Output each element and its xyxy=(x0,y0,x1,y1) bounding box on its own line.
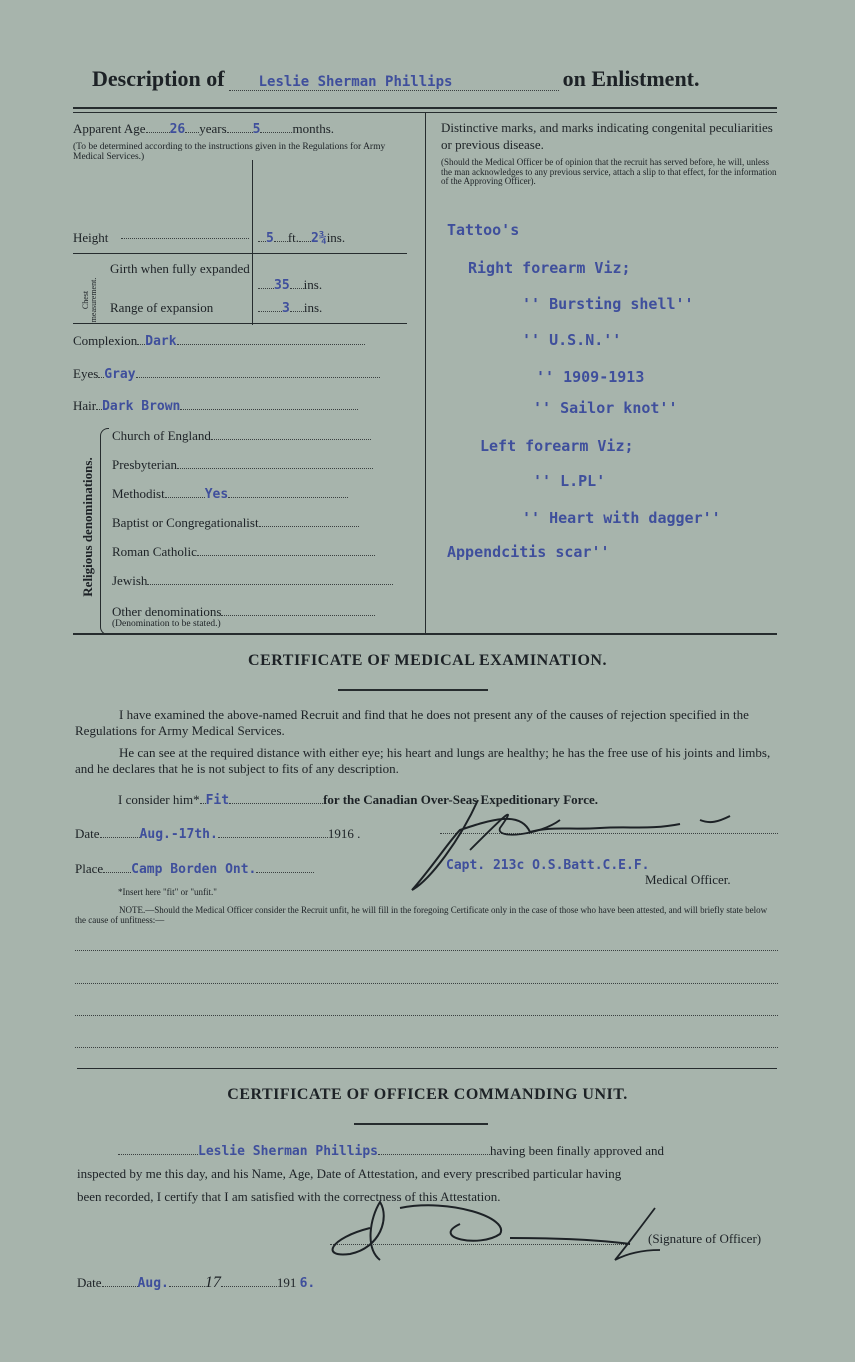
girth-label: Girth when fully expanded xyxy=(110,261,250,276)
section-rule-2 xyxy=(77,1068,777,1069)
age-months: 5 xyxy=(252,122,261,137)
commanding-date-label: Date xyxy=(77,1275,102,1290)
ins-label: ins. xyxy=(326,230,346,245)
commanding-date-year-prefix: 191 xyxy=(276,1275,297,1290)
chest-side-label: Chest measurement. xyxy=(81,277,98,323)
mark-line: Left forearm Viz; xyxy=(480,437,634,455)
years-label: years xyxy=(199,121,227,136)
officer-value: Capt. 213c O.S.Batt.C.E.F. xyxy=(446,858,650,873)
range-unit: ins. xyxy=(303,300,323,315)
marks-heading: Distinctive marks, and marks indicating congenital peculiarities or previous disease. xyxy=(441,120,773,152)
range-value: 3 xyxy=(282,301,290,316)
religion-value: Yes xyxy=(204,487,229,502)
officer-signature xyxy=(310,1188,690,1278)
unfitness-line xyxy=(75,983,778,984)
commanding-line-1 xyxy=(118,1143,780,1159)
religion-label: Church of England xyxy=(112,428,211,443)
mark-line: '' Sailor knot'' xyxy=(533,399,678,417)
age-note: (To be determined according to the instructions given in the Regulations for Army Medical Services.) xyxy=(73,142,386,162)
force-label: for the Canadian Over-Seas Expeditionary Force. xyxy=(323,792,598,807)
commanding-line-3: been recorded, I certify that I am satisfied with the correctness of this Attestation. xyxy=(77,1189,501,1204)
religion-item xyxy=(112,515,407,544)
medical-title-rule xyxy=(338,689,488,691)
top-rule xyxy=(73,107,777,109)
girth-row xyxy=(258,277,398,293)
unfitness-line xyxy=(75,1015,778,1016)
religion-label: Other denominations xyxy=(112,604,222,619)
unfitness-line xyxy=(75,950,778,951)
consider-value: Fit xyxy=(205,793,230,808)
complexion-label: Complexion xyxy=(73,333,138,348)
religion-item xyxy=(112,486,407,515)
height-feet: 5 xyxy=(266,231,274,246)
mark-line: '' Bursting shell'' xyxy=(522,295,694,313)
religion-label: Roman Catholic xyxy=(112,544,197,559)
religion-brace xyxy=(100,428,109,635)
religion-item xyxy=(112,573,407,602)
unfitness-line xyxy=(75,1047,778,1048)
medical-date-row: Date Aug.-17th. 1916 . xyxy=(75,826,361,842)
religion-item xyxy=(112,544,407,573)
consider-label: I consider him* xyxy=(118,792,200,807)
medical-officer-label: Medical Officer. xyxy=(645,872,731,887)
hair-label: Hair xyxy=(73,398,97,413)
mark-line: Right forearm Viz; xyxy=(468,259,631,277)
mark-line: '' L.PL' xyxy=(533,472,606,490)
commanding-title: CERTIFICATE OF OFFICER COMMANDING UNIT. xyxy=(227,1086,628,1103)
commanding-title-rule xyxy=(354,1123,488,1125)
recruit-name: Leslie Sherman Phillips xyxy=(229,74,559,91)
marks-note: (Should the Medical Officer be of opinion that the recruit has served before, he will, unless the man acknowledges to any previous service, attach a slip to that effect, for the information of the Approving Officer). xyxy=(441,157,777,186)
commanding-date-value: Aug. xyxy=(137,1276,169,1291)
mark-line: '' U.S.N.'' xyxy=(522,331,622,349)
age-label: Apparent Age xyxy=(73,121,146,136)
other-note: (Denomination to be stated.) xyxy=(112,619,221,629)
age-row xyxy=(73,121,413,137)
height-inches: 2¾ xyxy=(311,231,327,246)
religion-label: Jewish xyxy=(112,573,148,588)
title-prefix: Description of xyxy=(92,66,225,91)
mark-line: Appendcitis scar'' xyxy=(447,543,610,561)
document-title xyxy=(92,66,762,100)
religion-label: Methodist xyxy=(112,486,165,501)
medical-signature xyxy=(400,780,740,900)
girth-unit: ins. xyxy=(303,277,323,292)
hair-value: Dark Brown xyxy=(102,399,181,414)
medical-para-1: I have examined the above-named Recruit and find that he does not present any of the causes of rejection specified in the Regulations for Army Medical Services. xyxy=(75,707,749,738)
religion-item xyxy=(112,428,407,457)
religion-list xyxy=(112,428,407,629)
unfit-note: NOTE.—Should the Medical Officer consider the Recruit unfit, he will fill in the foregoing Certificate only in the case of those who have been attested, and will briefly state below the cause of unfitness:— xyxy=(75,905,768,925)
section-rule xyxy=(73,633,777,635)
place-row xyxy=(75,861,415,877)
complexion-row xyxy=(73,333,407,349)
chest-rule-top xyxy=(73,253,407,254)
range-row xyxy=(258,300,398,316)
medical-title: CERTIFICATE OF MEDICAL EXAMINATION. xyxy=(248,652,607,669)
hair-row xyxy=(73,398,407,414)
column-divider xyxy=(425,113,426,635)
officer-signature-label: (Signature of Officer) xyxy=(648,1231,762,1246)
height-label: Height xyxy=(73,230,109,245)
medical-para-2: He can see at the required distance with either eye; his heart and lungs are healthy; he has the free use of his joints and limbs, and he declares that he is not subject to fits of any description. xyxy=(75,745,771,776)
commanding-name: Leslie Sherman Phillips xyxy=(198,1144,379,1159)
religion-side-label: Religious denominations. xyxy=(80,457,95,597)
place-value: Camp Borden Ont. xyxy=(131,862,257,877)
months-label: months. xyxy=(292,121,335,136)
title-suffix: on Enlistment. xyxy=(562,66,700,91)
commanding-text-1: having been finally approved and xyxy=(490,1143,665,1158)
age-years: 26 xyxy=(169,122,186,137)
chest-rule-bottom xyxy=(73,323,407,324)
range-label: Range of expansion xyxy=(110,300,214,315)
insert-note: *Insert here "fit" or "unfit." xyxy=(118,887,217,897)
place-label: Place xyxy=(75,861,104,876)
religion-item xyxy=(112,457,407,486)
commanding-date-year-suffix: 6. xyxy=(299,1276,316,1291)
religion-label: Baptist or Congregationalist xyxy=(112,515,259,530)
commanding-line-2: inspected by me this day, and his Name, Age, Date of Attestation, and every prescribed particular having xyxy=(77,1166,622,1181)
eyes-value: Gray xyxy=(104,367,136,382)
date-value: Aug.-17th. xyxy=(139,827,218,842)
height-row xyxy=(73,230,403,246)
date-year: 1916 xyxy=(327,826,354,841)
eyes-label: Eyes xyxy=(73,366,99,381)
mark-line: '' Heart with dagger'' xyxy=(522,509,721,527)
commanding-date-row xyxy=(77,1274,397,1292)
girth-value: 35 xyxy=(274,278,290,293)
tattoo-heading: Tattoo's xyxy=(447,221,520,239)
religion-item xyxy=(112,604,407,618)
mark-line: '' 1909-1913 xyxy=(536,368,645,386)
eyes-row xyxy=(73,366,407,382)
commanding-date-day: 17 xyxy=(204,1274,221,1291)
ft-label: ft. xyxy=(287,230,300,245)
date-label: Date xyxy=(75,826,100,841)
religion-label: Presbyterian xyxy=(112,457,177,472)
complexion-value: Dark xyxy=(145,334,177,349)
